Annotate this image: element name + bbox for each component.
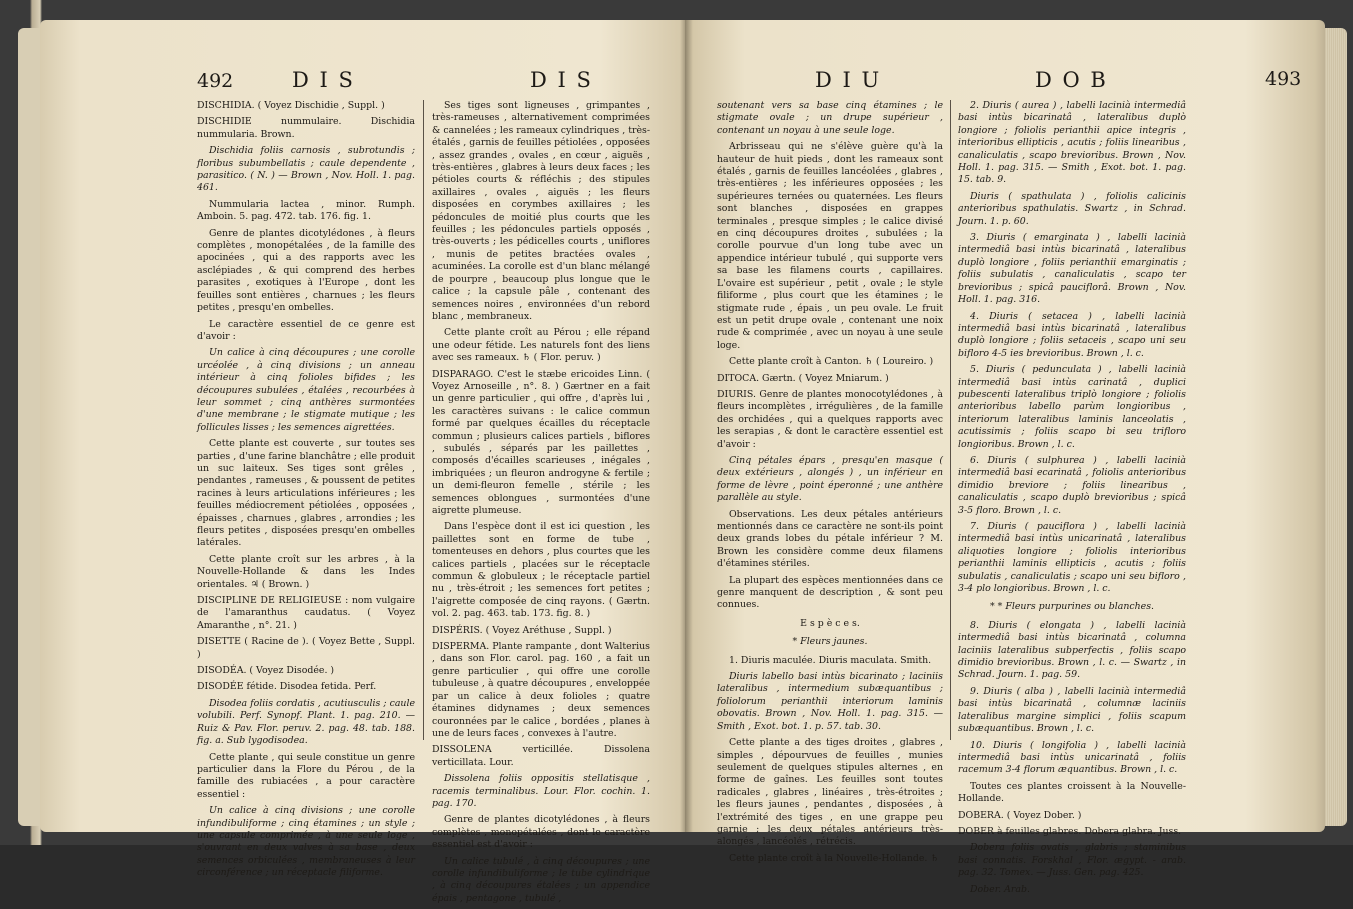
paragraph: Cinq pétales épars , presqu'en masque ( deux extérieurs , alongés ) , un inférieur en forme de lèvre , point éperonné ; une anthère parallèle au style. xyxy=(717,454,943,504)
paragraph: Cette plante croît à la Nouvelle-Hollande. ♄ xyxy=(729,852,939,864)
paragraph: Cette plante , qui seule constitue un genre particulier dans la Flore du Pérou , de la famille des rubiacées , a pour caractère essentiel : xyxy=(197,751,415,800)
paragraph: Ses tiges sont ligneuses , grimpantes , très-rameuses , alternativement comprimées & cannelées ; les rameaux cylindriques , très-étalés , garnis de feuilles pétiolées , opposées , assez grandes , ovales , en cœur , aiguës , très-entières , glabres à leurs deux faces ; les pétioles courts & réfléchis ; des stipules axillaires , ovales , aiguës ; les fleurs disposées en corymbes axillaires ; les pédoncules de moitié plus courts que les feuilles ; les pédoncules partiels opposés , très-ouverts ; les pédicelles courts , uniflores , munis de petites bractées ovales , acuminées. La corolle est d'un blanc mélangé de pourpre , beaucoup plus longue que le calice ; la capsule pâle , contenant des semences noires , environnées d'un rebord blanc , membraneux. xyxy=(432,100,650,322)
paragraph: DOBERA. ( Voyez Dober. ) xyxy=(958,809,1082,821)
paragraph: 10. Diuris ( longifolia ) , labelli lacinià intermediâ basi intùs unicarinatâ , foliis racemum 3-4 florum æquantibus. Brown , l. c. xyxy=(958,739,1186,776)
paragraph: Toutes ces plantes croissent à la Nouvelle-Hollande. xyxy=(958,780,1186,805)
running-head-right-col: D I S xyxy=(530,68,593,92)
paragraph: Diuris labello basi intùs bicarinato ; laciniis lateralibus , intermedium subæquantibus ; foliolorum perianthii interiorum laminis obovatis. Brown , Nov. Holl. 1. pag. 315. — Smith , Exot. bot. 1. p. 57. tab. 30. xyxy=(717,671,943,732)
right-page xyxy=(685,20,1325,895)
running-head-right-page-right: D O B xyxy=(1035,68,1108,92)
column-rule xyxy=(423,100,424,740)
paragraph: Dischidia foliis carnosis , subrotundis ; floribus subumbellatis ; caule dependente , parasitico. ( N. ) — Brown , Nov. Holl. 1. pag. 461. xyxy=(197,145,415,194)
paragraph: Dissolena foliis oppositis stellatisque , racemis terminalibus. Lour. Flor. cochin. 1. pag. 170. xyxy=(432,773,650,809)
left-page-column-1 xyxy=(197,100,415,884)
paragraph: Cette plante est couverte , sur toutes ses parties , d'une farine blanchâtre ; elle produit un suc laiteux. Ses tiges sont grêles , pendantes , rameuses , & poussent de petites racines à leurs articulations inférieures ; les feuilles médiocrement pétiolées , opposées , épaisses , charnues , glabres , arrondies ; les fleurs petites , disposées presqu'en ombelles latérales. xyxy=(197,438,415,549)
paragraph: Le caractère essentiel de ce genre est d'avoir : xyxy=(197,318,415,342)
paragraph: DISODÉA. ( Voyez Disodée. ) xyxy=(197,665,335,677)
paragraph: * Fleurs jaunes. xyxy=(792,636,868,648)
paragraph: 8. Diuris ( elongata ) , labelli lacinià intermediâ basi intùs bicarinatâ , columna laciniis lateralibus subperfectis , foliis scapo dimidio brevioribus. Brown , l. c. — Swartz , in Schrad. Journ. 1. pag. 59. xyxy=(958,619,1186,681)
left-page-edges xyxy=(18,28,42,826)
paragraph: DISPÉRIS. ( Voyez Aréthuse , Suppl. ) xyxy=(432,624,612,636)
paragraph: Genre de plantes dicotylédones , à fleurs complètes , monopétalées , dont le caractère essentiel est d'avoir : xyxy=(432,814,650,851)
paragraph: Disodea foliis cordatis , acutiusculis ; caule volubili. Perf. Synopf. Plant. 1. pag. 210. — Ruiz & Pav. Flor. peruv. 2. pag. 48. tab. 188. fig. a. Sub lygodisodea. xyxy=(197,697,415,747)
page-number-left: 492 xyxy=(197,70,234,92)
paragraph: 4. Diuris ( setacea ) , labelli lacinià intermediâ basi intùs bicarinatâ , lateralibus duplò longiore ; foliis setaceis , scapo uni seu bifloro 4-5 ies brevioribus. Brown , l. c. xyxy=(958,310,1186,359)
paragraph: DISCHIDIA. ( Voyez Dischidie , Suppl. ) xyxy=(197,100,385,111)
paragraph: Genre de plantes dicotylédones , à fleurs complètes , monopétalées , de la famille des apocinées , qui a des rapports avec les asclépiades , & qui comprend des herbes parasites , exotiques à l'Europe , dont les feuilles sont entières , charnues ; les fleurs petites , presqu'en ombelles. xyxy=(197,227,415,314)
page-number-right: 493 xyxy=(1265,68,1302,90)
paragraph: 7. Diuris ( pauciflora ) , labelli lacinià intermediâ basi intùs unicarinatâ , lateralibus aliquoties longiore ; foliolis interioribus perianthii laminis ellipticis , acutis ; foliis subulatis , canaliculatis ; scapo uni seu bifloro , 3-4 plo longioribus. Brown , l. c. xyxy=(958,521,1186,595)
right-page-column-2 xyxy=(958,100,1186,900)
left-page xyxy=(40,20,685,904)
paragraph: DOBER à feuilles glabres. Dobera glabra. Juss. xyxy=(958,825,1182,837)
paragraph: * * Fleurs purpurines ou blanches. xyxy=(989,601,1155,613)
paragraph: DISSOLENA verticillée. Dissolena verticillata. Lour. xyxy=(432,744,650,768)
paragraph: 5. Diuris ( pedunculata ) , labelli lacinià intermediâ basi intùs carinatâ , duplici pubescenti lateralibus triplò longiore ; foliolis anterioribus labello parùm longioribus , interiorum lateralibus laminis lanceolatis , acutissimis ; foliis scapo bi seu trifloro longioribus. Brown , l. c. xyxy=(958,364,1186,450)
left-page-column-2 xyxy=(432,100,650,909)
running-head-right-page-left: D I U xyxy=(815,68,882,92)
paragraph: Cette plante croît à Canton. ♄ ( Loureiro. ) xyxy=(729,356,934,368)
paragraph: DISETTE ( Racine de ). ( Voyez Bette , Suppl. ) xyxy=(197,636,415,660)
paragraph: DIURIS. Genre de plantes monocotylédones , à fleurs incomplètes , irrégulières , de la famille des orchidées , qui a quelques rapports avec les serapias , & dont le caractère essentiel est d'avoir : xyxy=(717,388,943,450)
paragraph: Dans l'espèce dont il est ici question , les paillettes sont en forme de tube , tomenteuses en dehors , plus courtes que les calices partiels , placées sur le réceptacle commun & globuleux ; le réceptacle partiel nu , très-étroit ; les semences fort petites ; l'aigrette composée de cinq rayons. ( Gærtn. vol. 2. pag. 463. tab. 173. fig. 8. ) xyxy=(432,521,650,620)
paragraph: DITOCA. Gærtn. ( Voyez Mniarum. ) xyxy=(717,372,889,384)
right-page-edges xyxy=(1325,28,1347,826)
paragraph: Dober. Arab. xyxy=(970,883,1030,895)
paragraph: Un calice tubulé , à cinq découpures ; une corolle infundibuliforme ; le tube cylindrique , à cinq découpures étalées ; un appendice épais , pentagone , tubulé , xyxy=(432,855,650,904)
paragraph: Un calice à cinq découpures ; une corolle urcéolée , à cinq divisions ; un anneau intérieur à cinq folioles bifides ; les découpures subulées , étalées , recourbées à leur sommet ; cinq anthères surmontées d'une membrane ; le stigmate mutique ; les follicules lisses ; les semences aigrettées. xyxy=(197,347,415,433)
paragraph: Dobera foliis ovatis , glabris ; staminibus basi connatis. Forskhal , Flor. ægypt. - arab. pag. 32. Tomex. — Juss. Gen. pag. 425. xyxy=(958,842,1186,879)
paragraph: 3. Diuris ( emarginata ) , labelli lacinià intermediâ basi intùs bicarinatâ , lateralibus duplò longiore , foliis perianthii emarginatis ; foliis subulatis , canaliculatis , scapo ter brevioribus ; spicâ pauciflorâ. Brown , Nov. Holl. 1. pag. 316. xyxy=(958,232,1186,306)
column-rule xyxy=(950,100,951,740)
paragraph: Cette plante croît sur les arbres , à la Nouvelle-Hollande & dans les Indes orientales. ♃ ( Brown. ) xyxy=(197,553,415,590)
paragraph: DISPERMA. Plante rampante , dont Walterius , dans son Flor. carol. pag. 160 , a fait un genre particulier , qui offre une corolle tubuleuse , à quatre découpures , enveloppée par un calice à deux folioles ; quatre étamines didynames ; deux semences couronnées par le calice , bordées , planes à une de leurs faces , convexes à l'autre. xyxy=(432,641,650,739)
paragraph: DISCHIDIE nummulaire. Dischidia nummularia. Brown. xyxy=(197,116,415,140)
paragraph: Un calice à cinq divisions ; une corolle infundibuliforme ; cinq étamines ; un style ; une capsule comprimée , à une seule loge , s'ouvrant en deux valves à sa base , deux semences orbiculées , membraneuses à leur circonférence ; un réceptacle filiforme. xyxy=(197,805,415,879)
paragraph: La plupart des espèces mentionnées dans ce genre manquent de description , & sont peu connues. xyxy=(717,574,943,611)
paragraph: Arbrisseau qui ne s'élève guère qu'à la hauteur de huit pieds , dont les rameaux sont étalés , garnis de feuilles lancéolées , glabres , très-entières ; les inférieures opposées ; les supérieures ternées ou quaternées. Les fleurs sont blanches , disposées en grappes terminales , presque simples ; le calice divisé en cinq découpures droites , subulées ; la corolle pourvue d'un long tube avec un appendice intérieur tubulé , qui supporte vers sa base les filamens courts , capillaires. L'ovaire est supérieur , petit , ovale ; le style filiforme , plus court que les étamines ; le stigmate rude , épais , un peu ovale. Le fruit est un petit drupe ovale , contenant une noix rude & comprimée , avec un noyau à une seule loge. xyxy=(717,141,943,351)
paragraph: DISCIPLINE DE RELIGIEUSE : nom vulgaire de l'amaranthus caudatus. ( Voyez Amaranthe , n°. 21. ) xyxy=(197,595,415,631)
paragraph: soutenant vers sa base cinq étamines ; le stigmate ovale ; un drupe supérieur , contenant un noyau à une seule loge. xyxy=(717,100,943,136)
running-head-left-col: D I S xyxy=(292,68,355,92)
paragraph: Cette plante croît au Pérou ; elle répand une odeur fétide. Les naturels font des liens avec ses rameaux. ♄ ( Flor. peruv. ) xyxy=(432,327,650,364)
paragraph: Diuris ( spathulata ) , foliolis calicinis anterioribus spathulatis. Swartz , in Schrad. Journ. 1. p. 60. xyxy=(958,190,1186,227)
paragraph: DISPARAGO. C'est le stæbe ericoides Linn. ( Voyez Arnoseille , n°. 8. ) Gærtner en a fait un genre particulier , qui offre , d'après lui , les caractères suivans : le calice commun formé par quelques écailles du réceptacle commun ; plusieurs calices partiels , biflores , subulés , séparés par les paillettes , composés d'écailles scarieuses , inégales , imbriquées ; un fleuron androgyne & fertile ; un demi-fleuron femelle , stérile ; les semences oblongues , surmontées d'une aigrette plumeuse. xyxy=(432,368,650,516)
paragraph: Observations. Les deux pétales antérieurs mentionnés dans ce caractère ne sont-ils point deux grands lobes du pétale inférieur ? M. Brown les considère comme deux filamens d'étamines stériles. xyxy=(717,508,943,570)
paragraph: 1. Diuris maculée. Diuris maculata. Smith. xyxy=(729,654,932,666)
paragraph: 2. Diuris ( aurea ) , labelli lacinià intermediâ basi intùs bicarinatâ , lateralibus duplò longiore ; foliolis perianthii apice integris , interioribus ellipticis , acutis ; foliis linearibus , canaliculatis , scapo brevioribus. Brown , Nov. Holl. 1. pag. 315. — Smith , Exot. bot. 1. pag. 15. tab. 9. xyxy=(958,100,1186,186)
right-page-column-1 xyxy=(717,100,943,869)
paragraph: Nummularia lactea , minor. Rumph. Amboin. 5. pag. 472. tab. 176. fig. 1. xyxy=(197,198,415,223)
paragraph: 6. Diuris ( sulphurea ) , labelli lacinià intermediâ basi ecarinatâ , foliolis anterioribus dimidio breviore ; foliis linearibus , canaliculatis , scapo duplò brevioribus ; spicâ 3-5 floro. Brown , l. c. xyxy=(958,454,1186,516)
paragraph: Cette plante a des tiges droites , glabres , simples , dépourvues de feuilles , munies seulement de quelques stipules alternes , en forme de gaînes. Les feuilles sont toutes radicales , glabres , linéaires , très-étroites ; les fleurs jaunes , pendantes , disposées , à l'extrémité des tiges , en une grappe peu garnie ; les deux pétales antérieurs très-alongés , lancéolés , rétrécis. xyxy=(717,737,943,848)
paragraph: 9. Diuris ( alba ) , labelli lacinià intermediâ basi intùs bicarinatâ , columnæ laciniis lateralibus margine simplici , foliis scapum subæquantibus. Brown , l. c. xyxy=(958,685,1186,735)
paragraph: DISODÉE fétide. Disodea fetida. Perf. xyxy=(197,681,377,693)
paragraph: E s p è c e s. xyxy=(800,617,860,629)
